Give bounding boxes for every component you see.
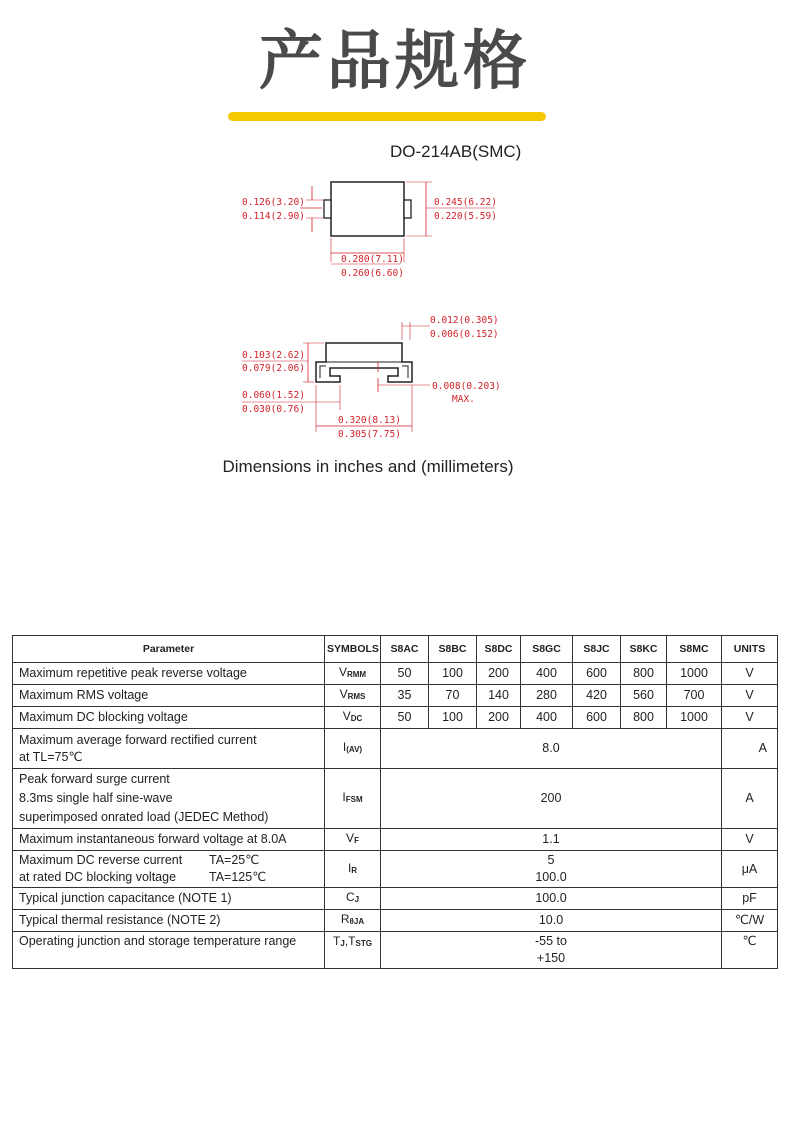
- symbol-main: V: [346, 831, 355, 845]
- table-row: [13, 910, 778, 932]
- unit-cell: ℃: [722, 932, 778, 969]
- symbol-main: I: [347, 860, 352, 875]
- page-title: 产品规格: [259, 25, 531, 99]
- header-cell: Parameter: [13, 636, 325, 663]
- symbol-cell: [325, 932, 381, 969]
- header-cell: S8GC: [521, 636, 573, 663]
- table-row: [13, 685, 778, 707]
- param-cell: Typical thermal resistance (NOTE 2): [13, 910, 325, 932]
- param-cell: [13, 729, 325, 769]
- symbol-cell: [325, 707, 381, 729]
- top-body-width-min: 0.260(6.60): [341, 268, 404, 279]
- symbol-cell: [325, 685, 381, 707]
- merged-value-cell: 10.0: [381, 910, 722, 932]
- dimension-caption: Dimensions in inches and (millimeters): [222, 457, 514, 476]
- unit-cell: V: [722, 685, 778, 707]
- value-cell: 1000: [667, 663, 722, 685]
- merged-value-cell: 200: [381, 769, 722, 829]
- side-total-length-min: 0.305(7.75): [338, 429, 401, 440]
- value-line: -55 to: [535, 934, 567, 948]
- spec-table: [12, 635, 778, 969]
- param-cell: Maximum RMS voltage: [13, 685, 325, 707]
- table-row: [13, 729, 778, 769]
- table-row: [13, 932, 778, 969]
- symbol-sub: DC: [350, 714, 363, 723]
- symbol-main: V: [338, 665, 347, 679]
- package-name: DO-214AB(SMC): [390, 142, 522, 161]
- symbol-cell: [325, 769, 381, 829]
- param-line: Maximum DC reverse current: [19, 853, 183, 867]
- value-line: 5: [547, 853, 555, 867]
- symbol-sub: R: [351, 865, 358, 875]
- table-row: [13, 888, 778, 910]
- top-pin-height-min: 0.114(2.90): [242, 211, 305, 222]
- header-cell: S8BC: [429, 636, 477, 663]
- symbol-sub: RMM: [346, 670, 367, 679]
- top-pin-height-max: 0.126(3.20): [242, 197, 305, 208]
- merged-value-cell: 1.1: [381, 829, 722, 851]
- symbol-sub: RMS: [347, 692, 366, 701]
- param-cell: Typical junction capacitance (NOTE 1): [13, 888, 325, 910]
- symbol-sub: F: [354, 836, 359, 845]
- symbol-sub: J: [340, 939, 345, 948]
- value-cell: 140: [477, 685, 521, 707]
- symbol-main: V: [342, 709, 351, 723]
- top-body-height-max: 0.245(6.22): [434, 197, 497, 208]
- param-line: superimposed onrated load (JEDEC Method): [19, 810, 269, 824]
- unit-cell: V: [722, 707, 778, 729]
- header-cell: S8AC: [381, 636, 429, 663]
- side-lead-length-min: 0.030(0.76): [242, 404, 305, 415]
- symbol-cell: [325, 851, 381, 888]
- dimension-drawing: [0, 0, 790, 460]
- value-cell: 50: [381, 663, 429, 685]
- side-lead-thickness-min: 0.006(0.152): [430, 329, 499, 340]
- table-header-row: [13, 636, 778, 663]
- symbol-sub: J: [354, 895, 360, 904]
- symbol-main: T: [333, 934, 341, 948]
- symbol-sub: (AV): [346, 745, 363, 754]
- symbol-sub-2: STG: [355, 939, 372, 948]
- symbol-main: R: [340, 912, 350, 926]
- side-height-max: 0.103(2.62): [242, 350, 305, 361]
- side-total-length-max: 0.320(8.13): [338, 415, 401, 426]
- symbol-main-2: ,T: [344, 934, 356, 948]
- value-cell: 600: [573, 707, 621, 729]
- side-lead-thickness-max: 0.012(0.305): [430, 315, 499, 326]
- unit-cell: A: [722, 769, 778, 829]
- unit-cell: pF: [722, 888, 778, 910]
- side-standoff-value: 0.008(0.203): [432, 381, 501, 392]
- param-line-row: [19, 852, 320, 869]
- value-cell: 700: [667, 685, 722, 707]
- value-cell: 100: [429, 663, 477, 685]
- value-cell: 800: [621, 707, 667, 729]
- param-line: at TL=75℃: [19, 749, 83, 764]
- merged-value-cell: 8.0: [381, 729, 722, 769]
- param-cell: Maximum repetitive peak reverse voltage: [13, 663, 325, 685]
- value-cell: 400: [521, 663, 573, 685]
- value-cell: 420: [573, 685, 621, 707]
- symbol-main: I: [342, 740, 347, 754]
- value-line: 100.0: [535, 870, 567, 884]
- side-height-min: 0.079(2.06): [242, 363, 305, 374]
- symbol-cell: [325, 910, 381, 932]
- value-cell: 600: [573, 663, 621, 685]
- value-line: +150: [536, 951, 566, 965]
- value-cell: 200: [477, 663, 521, 685]
- value-cell: 800: [621, 663, 667, 685]
- symbol-main: V: [339, 687, 348, 701]
- merged-value-cell: 100.0: [381, 888, 722, 910]
- table-row: [13, 829, 778, 851]
- symbol-sub: FSM: [345, 795, 363, 804]
- value-cell: 560: [621, 685, 667, 707]
- merged-value-cell: [381, 851, 722, 888]
- param-cell: Maximum DC blocking voltage: [13, 707, 325, 729]
- header-cell: S8KC: [621, 636, 667, 663]
- value-cell: 1000: [667, 707, 722, 729]
- top-body-width-max: 0.280(7.11): [341, 254, 404, 265]
- param-line: 8.3ms single half sine-wave: [19, 791, 173, 805]
- value-cell: 50: [381, 707, 429, 729]
- param-line: Maximum average forward rectified current: [19, 732, 257, 747]
- param-line-row: [19, 869, 320, 886]
- header-cell: S8MC: [667, 636, 722, 663]
- table-row: [13, 851, 778, 888]
- symbol-main: I: [342, 790, 346, 804]
- value-cell: 400: [521, 707, 573, 729]
- unit-cell: V: [722, 829, 778, 851]
- side-lead-length-max: 0.060(1.52): [242, 390, 305, 401]
- symbol-cell: [325, 829, 381, 851]
- param-cell: [13, 851, 325, 888]
- param-line: Peak forward surge current: [19, 772, 170, 786]
- header-cell: S8DC: [477, 636, 521, 663]
- param-line: at rated DC blocking voltage: [19, 870, 177, 884]
- table-row: [13, 663, 778, 685]
- side-standoff-max: MAX.: [452, 394, 475, 405]
- symbol-sub: θJA: [349, 917, 365, 926]
- param-cell: Operating junction and storage temperature range: [13, 932, 325, 969]
- unit-cell: V: [722, 663, 778, 685]
- value-cell: 100: [429, 707, 477, 729]
- header-cell: SYMBOLS: [325, 636, 381, 663]
- symbol-cell: [325, 729, 381, 769]
- unit-cell: μA: [722, 851, 778, 888]
- param-cell: [13, 769, 325, 829]
- param-cell: Maximum instantaneous forward voltage at 8.0A: [13, 829, 325, 851]
- unit-cell: A: [722, 729, 778, 769]
- condition-label: TA=25℃: [209, 853, 260, 867]
- header-cell: UNITS: [722, 636, 778, 663]
- value-cell: 70: [429, 685, 477, 707]
- table-row: [13, 769, 778, 829]
- merged-value-cell: [381, 932, 722, 969]
- symbol-main: C: [345, 890, 355, 904]
- symbol-cell: [325, 888, 381, 910]
- top-body-height-min: 0.220(5.59): [434, 211, 497, 222]
- top-view: [242, 182, 497, 279]
- value-cell: 200: [477, 707, 521, 729]
- value-cell: 35: [381, 685, 429, 707]
- symbol-cell: [325, 663, 381, 685]
- side-view: [242, 315, 501, 440]
- condition-label: TA=125℃: [209, 870, 267, 884]
- unit-cell: ℃/W: [722, 910, 778, 932]
- value-cell: 280: [521, 685, 573, 707]
- table-row: [13, 707, 778, 729]
- header-cell: S8JC: [573, 636, 621, 663]
